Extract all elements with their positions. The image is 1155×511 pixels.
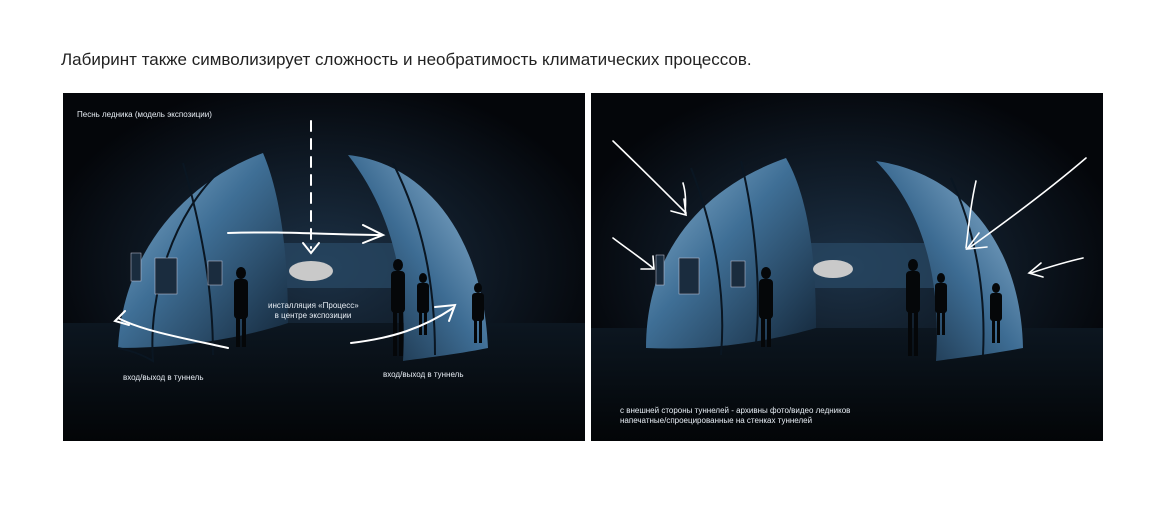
installation-label-line2: в центре экспозиции [274,311,352,320]
entry-label-right: вход/выход в туннель [383,370,464,379]
render-illustration-outer [591,93,1103,441]
exhibition-model-render-left [63,93,585,441]
outer-walls-note-line1: с внешней стороны туннелей - архивны фото/видео ледников [620,406,851,415]
render-title: Песнь ледника (модель экспозиции) [77,110,212,119]
installation-label-line1: инсталляция «Процесс» [268,301,359,310]
exhibition-model-render-right [591,93,1103,441]
entry-label-left: вход/выход в туннель [123,373,204,382]
page-caption: Лабиринт также символизирует сложность и необратимость климатических процессов. [61,50,752,69]
render-illustration [63,93,585,441]
installation-label [268,301,358,321]
outer-walls-note-line2: напечатные/спроецированные на стенках туннелей [620,416,813,425]
